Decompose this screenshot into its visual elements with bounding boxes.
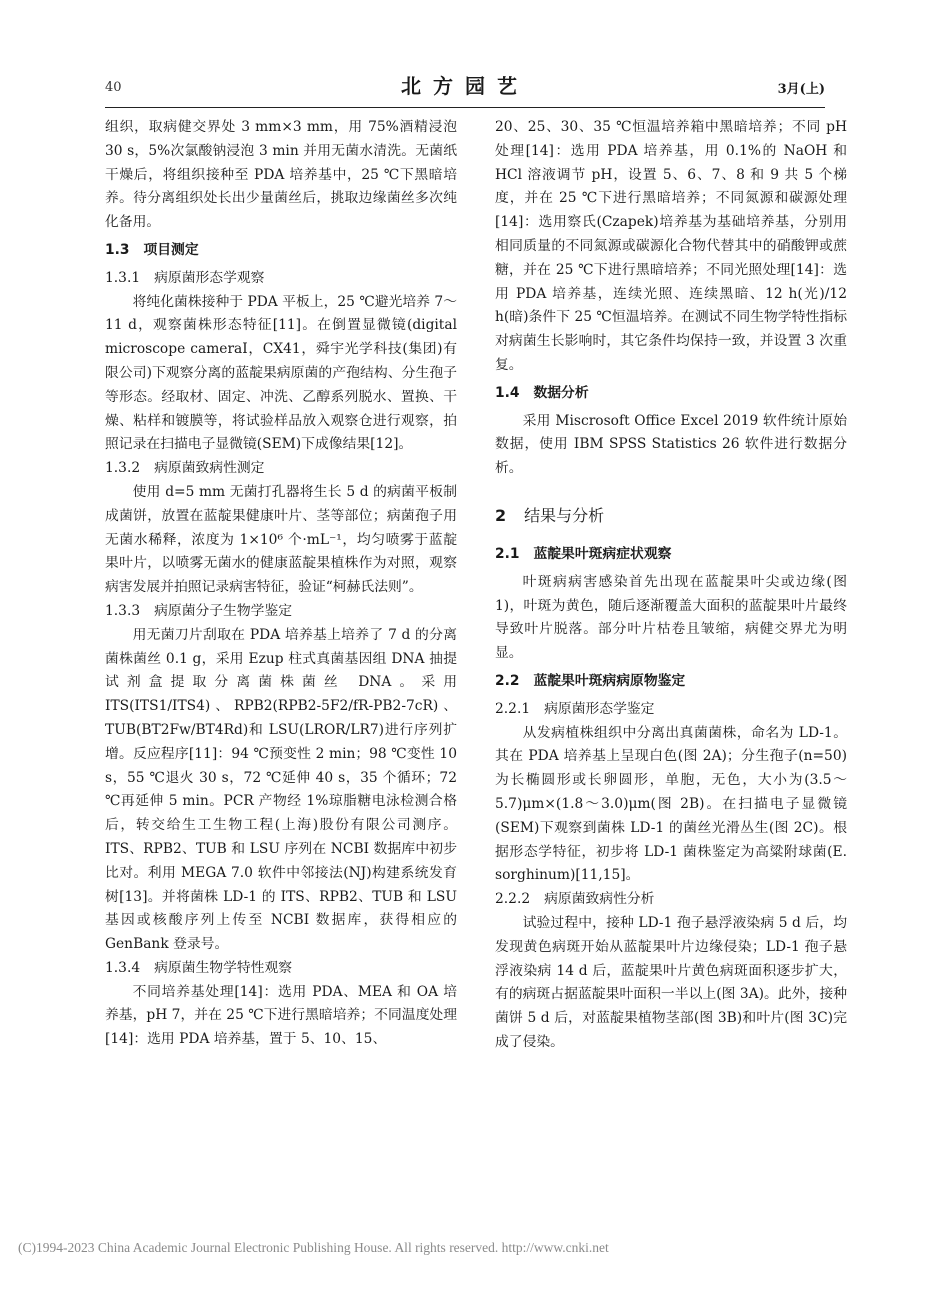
subsection-heading	[495, 382, 847, 406]
heading-number: 1.3.4	[105, 959, 141, 976]
left-column	[105, 116, 457, 1052]
subsubsection-heading	[105, 267, 457, 291]
journal-title: 北方园艺	[401, 74, 529, 98]
heading-title: 病原菌致病性分析	[544, 891, 655, 908]
heading-title: 病原菌生物学特性观察	[154, 959, 293, 976]
heading-number: 1.4	[495, 384, 520, 401]
page-number: 40	[105, 80, 122, 95]
paragraph: 使用 d=5 mm 无菌打孔器将生长 5 d 的病菌平板制成菌饼，放置在蓝靛果健康叶片、茎等部位；病菌孢子用无菌水稀释，浓度为 1×10⁶ 个·mL⁻¹，均匀喷雾于蓝靛果叶片，以喷雾无菌水的健康蓝靛果植株作为对照，观察病害发展并拍照记录病害特征，验证“柯赫氏法则”。	[105, 483, 457, 596]
heading-title: 病原菌分子生物学鉴定	[154, 602, 293, 619]
heading-number: 2.2.1	[495, 700, 531, 717]
paragraph: 组织，取病健交界处 3 mm×3 mm，用 75%酒精浸泡 30 s，5%次氯酸钠浸泡 3 min 并用无菌水清洗。无菌纸干燥后，将组织接种至 PDA 培养基中，25 ℃下黑暗培养。待分离组织处长出少量菌丝后，挑取边缘菌丝多次纯化备用。	[105, 119, 457, 231]
header-rule	[105, 107, 825, 108]
heading-number: 1.3	[105, 241, 130, 258]
heading-title: 蓝靛果叶斑病病原物鉴定	[533, 672, 686, 689]
subsection-heading	[495, 670, 847, 694]
heading-number: 2.1	[495, 545, 520, 562]
subsubsection-heading	[105, 600, 457, 624]
heading-title: 病原菌形态学观察	[154, 269, 265, 286]
issue-label: 3月(上)	[777, 82, 825, 97]
heading-number: 2.2	[495, 672, 520, 689]
subsection-heading	[495, 543, 847, 567]
subsubsection-heading	[495, 698, 847, 722]
subsubsection-heading	[105, 457, 457, 481]
paragraph: 20、25、30、35 ℃恒温培养箱中黑暗培养；不同 pH 处理[14]：选用 PDA 培养基，用 0.1%的 NaOH 和 HCl 溶液调节 pH，设置 5、6、7、8 和 9 共 5 个梯度，并在 25 ℃下进行黑暗培养；不同氮源和碳源处理[14]：选用察氏(Czapek)培养基为基础培养基，分别用相同质量的不同氮源或碳源化合物代替其中的硝酸钾或蔗糖，并在 25 ℃下进行黑暗培养；不同光照处理[14]：选用 PDA 培养基，连续光照、连续黑暗、12 h(光)/12 h(暗)条件下 25 ℃恒温培养。在测试不同生物学特性指标对病菌生长影响时，其它条件均保持一致，并设置 3 次重复。	[495, 119, 847, 373]
subsubsection-heading	[105, 957, 457, 981]
heading-title: 项目测定	[143, 241, 199, 258]
heading-title: 病原菌致病性测定	[154, 460, 265, 477]
heading-title: 数据分析	[533, 384, 589, 401]
subsection-heading	[105, 239, 457, 263]
heading-number: 2.2.2	[495, 891, 531, 908]
heading-title: 蓝靛果叶斑病症状观察	[533, 545, 672, 562]
paragraph: 用无菌刀片刮取在 PDA 培养基上培养了 7 d 的分离菌株菌丝 0.1 g，采用 Ezup 柱式真菌基因组 DNA 抽提试剂盒提取分离菌株菌丝 DNA。采用 ITS(ITS1/ITS4)、RPB2(RPB2-5F2/fR-PB2-7cR)、TUB(BT2Fw/BT4Rd)和 LSU(LROR/LR7)进行序列扩增。反应程序[11]：94 ℃预变性 2 min；98 ℃变性 10 s，55 ℃退火 30 s，72 ℃延伸 40 s，35 个循环；72 ℃再延伸 5 min。PCR 产物经 1%琼脂糖电泳检测合格后，转交给生工生物工程(上海)股份有限公司测序。ITS、RPB2、TUB 和 LSU 序列在 NCBI 数据库中初步比对。利用 MEGA 7.0 软件中邻接法(NJ)构建系统发育树[13]。并将菌株 LD-1 的 ITS、RPB2、TUB 和 LSU 基因或核酸序列上传至 NCBI 数据库，获得相应的 GenBank 登录号。	[105, 626, 457, 953]
paragraph: 从发病植株组织中分离出真菌菌株，命名为 LD-1。其在 PDA 培养基上呈现白色(图 2A)；分生孢子(n=50)为长椭圆形或长卵圆形，单胞，无色，大小为(3.5～5.7)μm×(1.8～3.0)μm(图 2B)。在扫描电子显微镜(SEM)下观察到菌株 LD-1 的菌丝光滑丛生(图 2C)。根据形态学特征，初步将 LD-1 菌株鉴定为高粱附球菌(E. sorghinum)[11,15]。	[495, 724, 847, 884]
paragraph: 不同培养基处理[14]：选用 PDA、MEA 和 OA 培养基，pH 7，并在 25 ℃下进行黑暗培养；不同温度处理[14]：选用 PDA 培养基，置于 5、10、15、	[105, 983, 457, 1048]
heading-number: 1.3.3	[105, 602, 141, 619]
paragraph: 将纯化菌株接种于 PDA 平板上，25 ℃避光培养 7～11 d，观察菌株形态特征[11]。在倒置显微镜(digital microscope cameraI，CX41，舜宇光学科技(集团)有限公司)下观察分离的蓝靛果病原菌的产孢结构、分生孢子等形态。经取材、固定、冲洗、乙醇系列脱水、置换、干燥、粘样和镀膜等，将试验样品放入观察仓进行观察，拍照记录在扫描电子显微镜(SEM)下成像结果[12]。	[105, 293, 457, 453]
heading-title: 病原菌形态学鉴定	[544, 700, 655, 717]
section-heading	[495, 503, 847, 529]
heading-number: 1.3.2	[105, 460, 141, 477]
paragraph: 采用 Miscrosoft Office Excel 2019 软件统计原始数据，使用 IBM SPSS Statistics 26 软件进行数据分析。	[495, 412, 847, 477]
heading-number: 2	[495, 505, 507, 525]
right-column	[495, 116, 847, 1055]
heading-number: 1.3.1	[105, 269, 141, 286]
copyright-footer: (C)1994-2023 China Academic Journal Electronic Publishing House. All rights reserved. http://www.cnki.net	[18, 1240, 609, 1255]
page-header	[105, 70, 825, 106]
heading-title: 结果与分析	[524, 505, 605, 525]
paragraph: 叶斑病病害感染首先出现在蓝靛果叶尖或边缘(图 1)，叶斑为黄色，随后逐渐覆盖大面积的蓝靛果叶片最终导致叶片脱落。部分叶片枯卷且皱缩，病健交界尤为明显。	[495, 573, 847, 662]
subsubsection-heading	[495, 888, 847, 912]
paragraph: 试验过程中，接种 LD-1 孢子悬浮液染病 5 d 后，均发现黄色病斑开始从蓝靛果叶片边缘侵染；LD-1 孢子悬浮液染病 14 d 后，蓝靛果叶片黄色病斑面积逐步扩大，有的病斑占据蓝靛果叶面积一半以上(图 3A)。此外，接种菌饼 5 d 后，对蓝靛果植物茎部(图 3B)和叶片(图 3C)完成了侵染。	[495, 914, 847, 1050]
